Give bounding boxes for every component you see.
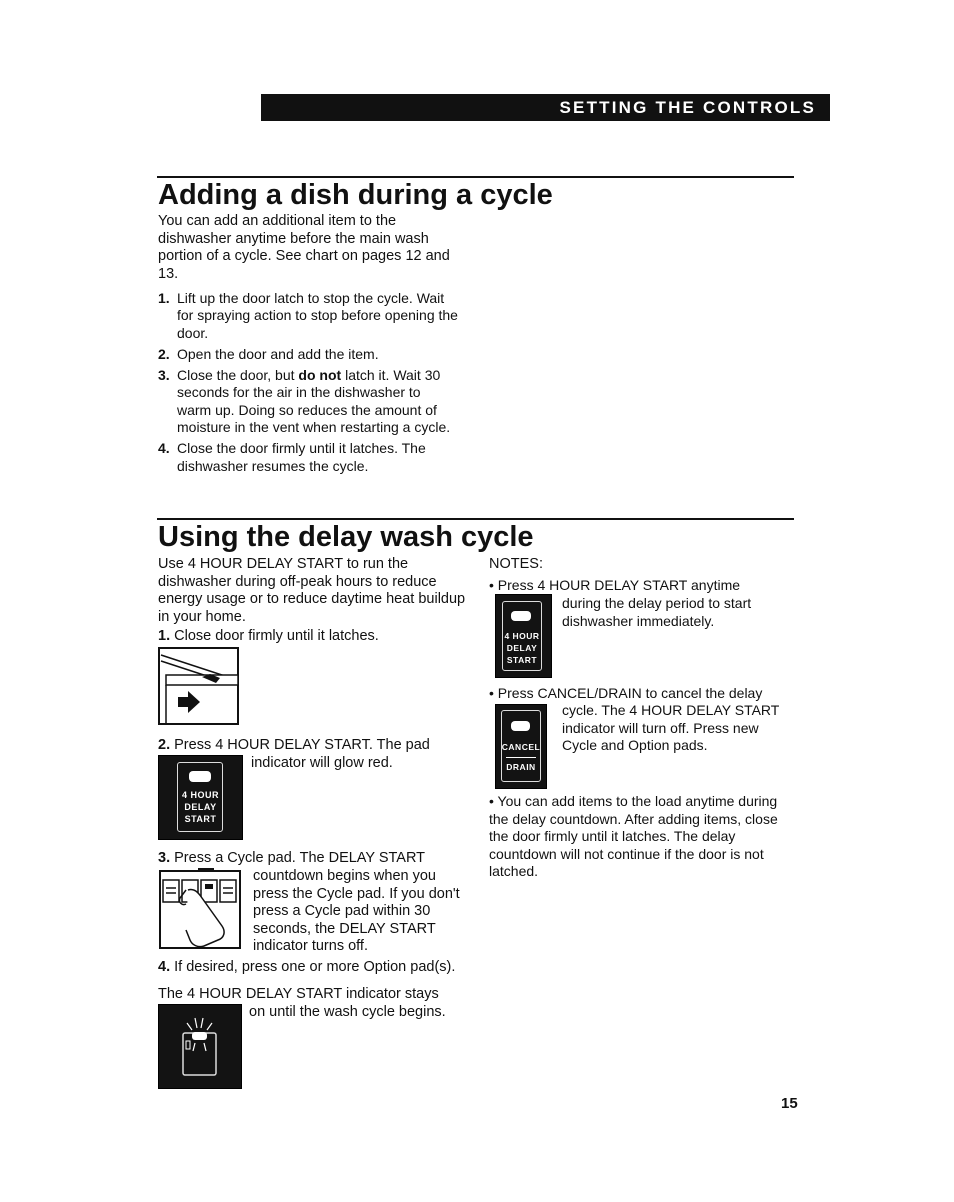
section-divider: [157, 518, 794, 520]
delay-step-3-rest: countdown begins when you press the Cycle pad. If you don't press a Cycle pad within 30 seconds, the DELAY START indicator turns off.: [253, 868, 460, 954]
adding-step-2: 2. Open the door and add the item.: [158, 345, 379, 362]
adding-step-4: 4. Close the door firmly until it latches. The dishwasher resumes the cycle.: [158, 440, 426, 474]
delay-title: Using the delay wash cycle: [158, 521, 534, 553]
notes-heading: NOTES:: [489, 556, 543, 572]
delay-step-3-first: 3. Press a Cycle pad. The DELAY START: [158, 850, 426, 866]
adding-step-1: 1. Lift up the door latch to stop the cycle. Wait for spraying action to stop before opening the door.: [158, 290, 458, 341]
adding-steps: [158, 290, 458, 479]
adding-title: Adding a dish during a cycle: [158, 179, 553, 211]
delay-stays-first: The 4 HOUR DELAY START indicator stays: [158, 986, 439, 1002]
glow-indicator-icon: [177, 1015, 223, 1077]
pad-divider: [506, 757, 536, 758]
indicator-light-icon: [511, 721, 530, 731]
note-2-first: • Press CANCEL/DRAIN to cancel the delay: [489, 685, 763, 701]
4-hour-delay-start-pad-icon: 4 HOUR DELAY START: [158, 755, 243, 840]
note-3: • You can add items to the load anytime during the delay countdown. After adding items, close the door firmly until it latches. The delay countdown will not continue if the door is not latched.: [489, 793, 778, 879]
adding-step-3: 3. Close the door, but do not latch it. Wait 30 seconds for the air in the dishwasher to warm up. Doing so reduces the amount of moisture in the vent when restarting a cycle.: [158, 367, 451, 436]
indicator-light-icon: [189, 771, 211, 782]
cycle-pad-press-illustration: [158, 868, 242, 950]
delay-step-2-first: 2. Press 4 HOUR DELAY START. The pad: [158, 737, 430, 753]
adding-intro: You can add an additional item to the dishwasher anytime before the main wash portion of a cycle. See chart on pages 12 and 13.: [158, 213, 450, 282]
delay-step-2-rest: indicator will glow red.: [251, 755, 393, 771]
glowing-pad-icon: [158, 1004, 242, 1089]
4-hour-delay-start-pad-icon: 4 HOUR DELAY START: [495, 594, 552, 678]
door-latch-illustration: [158, 647, 240, 727]
section-header-bar: [261, 94, 830, 121]
delay-intro: Use 4 HOUR DELAY START to run the dishwasher during off-peak hours to reduce energy usage or to reduce daytime heat buildup in your home.: [158, 556, 466, 625]
delay-step-1: 1. Close door firmly until it latches.: [158, 628, 379, 644]
note-2-rest: cycle. The 4 HOUR DELAY START indicator will turn off. Press new Cycle and Option pads.: [562, 702, 780, 753]
note-1-rest: during the delay period to start dishwasher immediately.: [562, 595, 752, 629]
delay-step-4: 4. If desired, press one or more Option pad(s).: [158, 959, 456, 975]
page-number: 15: [781, 1095, 798, 1112]
indicator-light-icon: [511, 611, 531, 621]
delay-stays-rest: on until the wash cycle begins.: [249, 1004, 446, 1020]
section-divider: [157, 176, 794, 178]
note-1-first: • Press 4 HOUR DELAY START anytime: [489, 577, 741, 593]
cancel-drain-pad-icon: CANCEL DRAIN: [495, 704, 547, 789]
section-header-title: SETTING THE CONTROLS: [559, 98, 816, 117]
